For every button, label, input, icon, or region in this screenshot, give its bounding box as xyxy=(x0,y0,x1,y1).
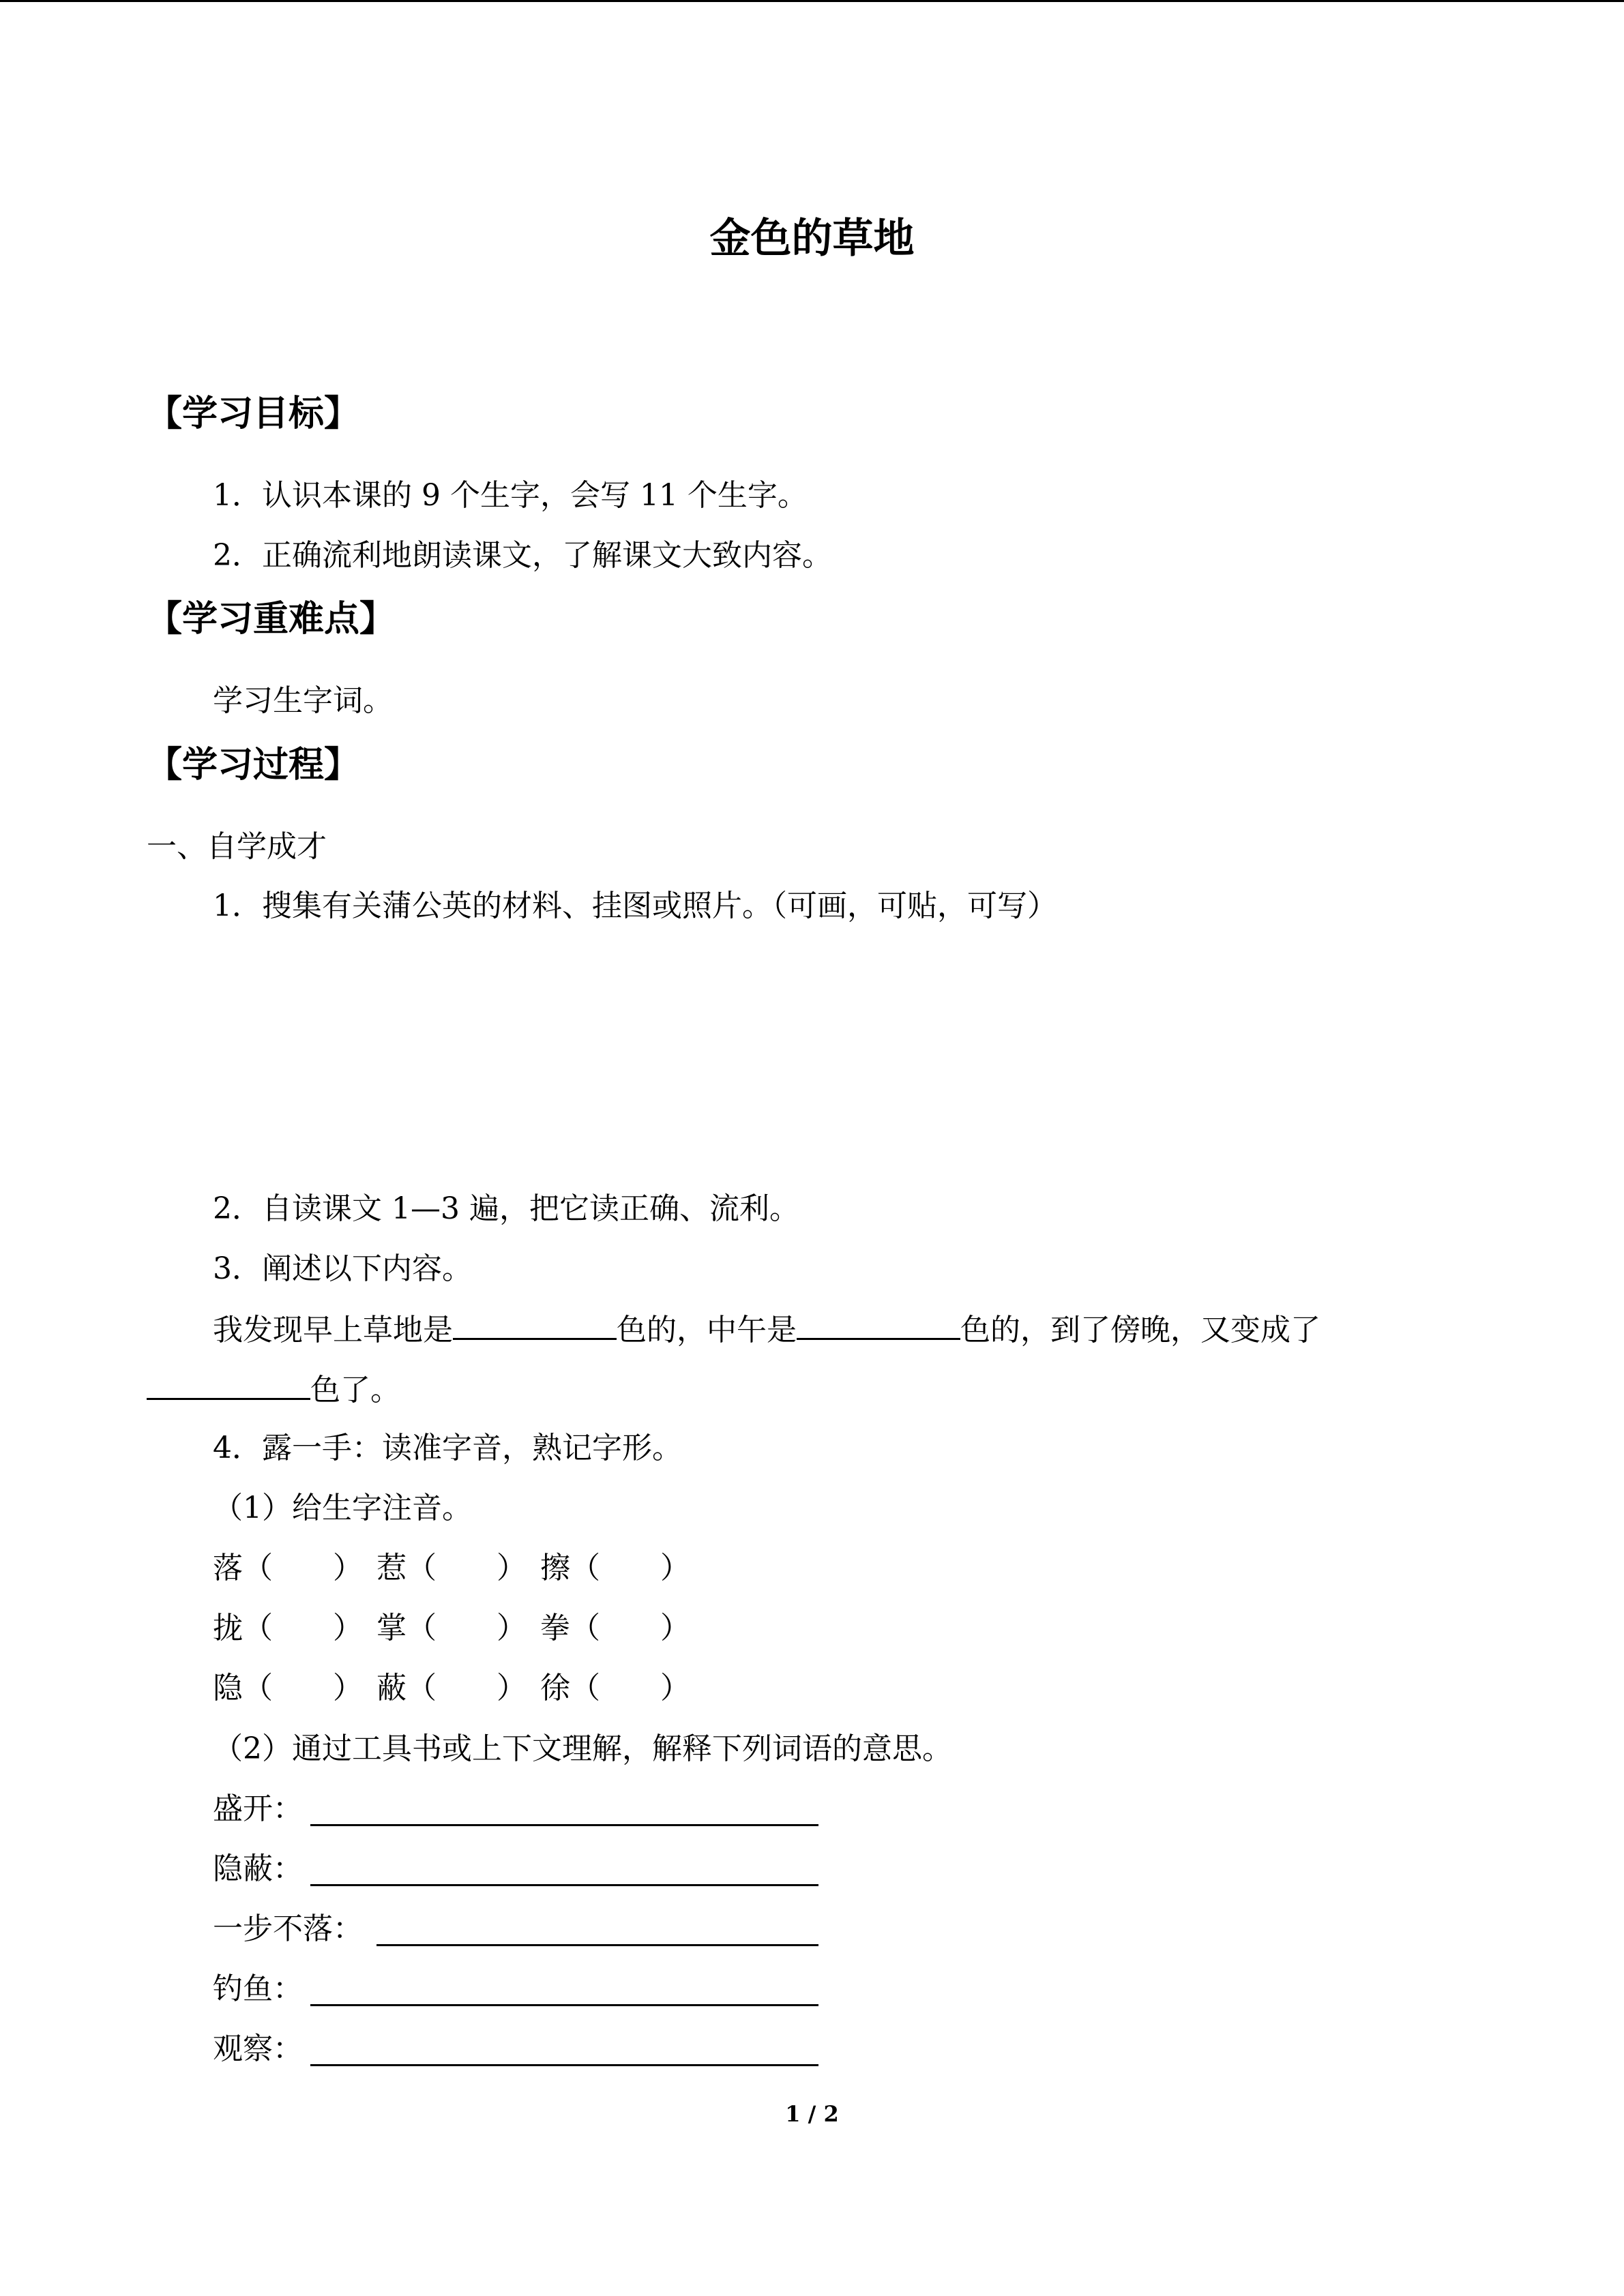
goal-item-2: 2．正确流利地朗读课文，了解课文大致内容。 xyxy=(213,538,832,573)
question-4-part-2: （2）通过工具书或上下文理解，解释下列词语的意思。 xyxy=(213,1731,952,1766)
fill-in-line-2 xyxy=(147,1368,400,1411)
definition-label: 观察： xyxy=(213,2031,303,2066)
fill-in-line-1 xyxy=(213,1308,1320,1351)
definition-answer-line[interactable] xyxy=(377,1944,818,1946)
definition-answer-line[interactable] xyxy=(310,2064,818,2066)
pinyin-item[interactable]: 拳（ ） xyxy=(540,1611,690,1645)
definition-answer-line[interactable] xyxy=(310,1884,818,1886)
fill-text-1: 我发现早上草地是 xyxy=(213,1313,453,1347)
pinyin-item[interactable]: 掌（ ） xyxy=(377,1611,527,1645)
answer-blank-evening[interactable] xyxy=(147,1368,310,1400)
section-heading-goals: 【学习目标】 xyxy=(147,393,360,434)
top-border xyxy=(0,0,1624,2)
key-points-text: 学习生字词。 xyxy=(213,683,393,718)
pinyin-row-3 xyxy=(213,1668,704,1709)
pinyin-item[interactable]: 落（ ） xyxy=(213,1551,363,1585)
definition-answer-line[interactable] xyxy=(310,2004,818,2006)
section-heading-process: 【学习过程】 xyxy=(147,745,360,786)
definition-label: 隐蔽： xyxy=(213,1851,303,1886)
definition-label: 盛开： xyxy=(213,1791,303,1826)
question-2: 2．自读课文 1—3 遍，把它读正确、流利。 xyxy=(213,1191,799,1226)
pinyin-item[interactable]: 蔽（ ） xyxy=(377,1671,527,1705)
answer-blank-noon[interactable] xyxy=(797,1308,960,1340)
page-number: 1 / 2 xyxy=(785,2101,839,2127)
pinyin-item[interactable]: 徐（ ） xyxy=(540,1671,690,1705)
pinyin-item[interactable]: 惹（ ） xyxy=(377,1551,527,1585)
question-4: 4．露一手：读准字音，熟记字形。 xyxy=(213,1431,682,1465)
pinyin-item[interactable]: 拢（ ） xyxy=(213,1611,363,1645)
goal-item-1: 1．认识本课的 9 个生字，会写 11 个生字。 xyxy=(213,478,808,513)
fill-text-2: 色的，中午是 xyxy=(617,1313,797,1347)
section-heading-key-points: 【学习重难点】 xyxy=(147,599,396,640)
fill-text-4: 色了。 xyxy=(310,1373,400,1407)
pinyin-item[interactable]: 隐（ ） xyxy=(213,1671,363,1705)
pinyin-row-1 xyxy=(213,1548,704,1589)
definition-label: 一步不落： xyxy=(213,1911,363,1946)
pinyin-row-2 xyxy=(213,1608,704,1649)
page-title: 金色的草地 xyxy=(709,215,915,263)
question-1: 1．搜集有关蒲公英的材料、挂图或照片。（可画，可贴，可写） xyxy=(213,889,1057,923)
definition-answer-line[interactable] xyxy=(310,1824,818,1826)
definition-label: 钓鱼： xyxy=(213,1971,303,2006)
answer-blank-morning[interactable] xyxy=(453,1308,617,1340)
question-3: 3．阐述以下内容。 xyxy=(213,1251,472,1286)
fill-text-3: 色的，到了傍晚，又变成了 xyxy=(960,1313,1320,1347)
pinyin-item[interactable]: 擦（ ） xyxy=(540,1551,690,1585)
part-one-title: 一、自学成才 xyxy=(147,829,327,864)
question-4-part-1: （1）给生字注音。 xyxy=(213,1491,472,1525)
